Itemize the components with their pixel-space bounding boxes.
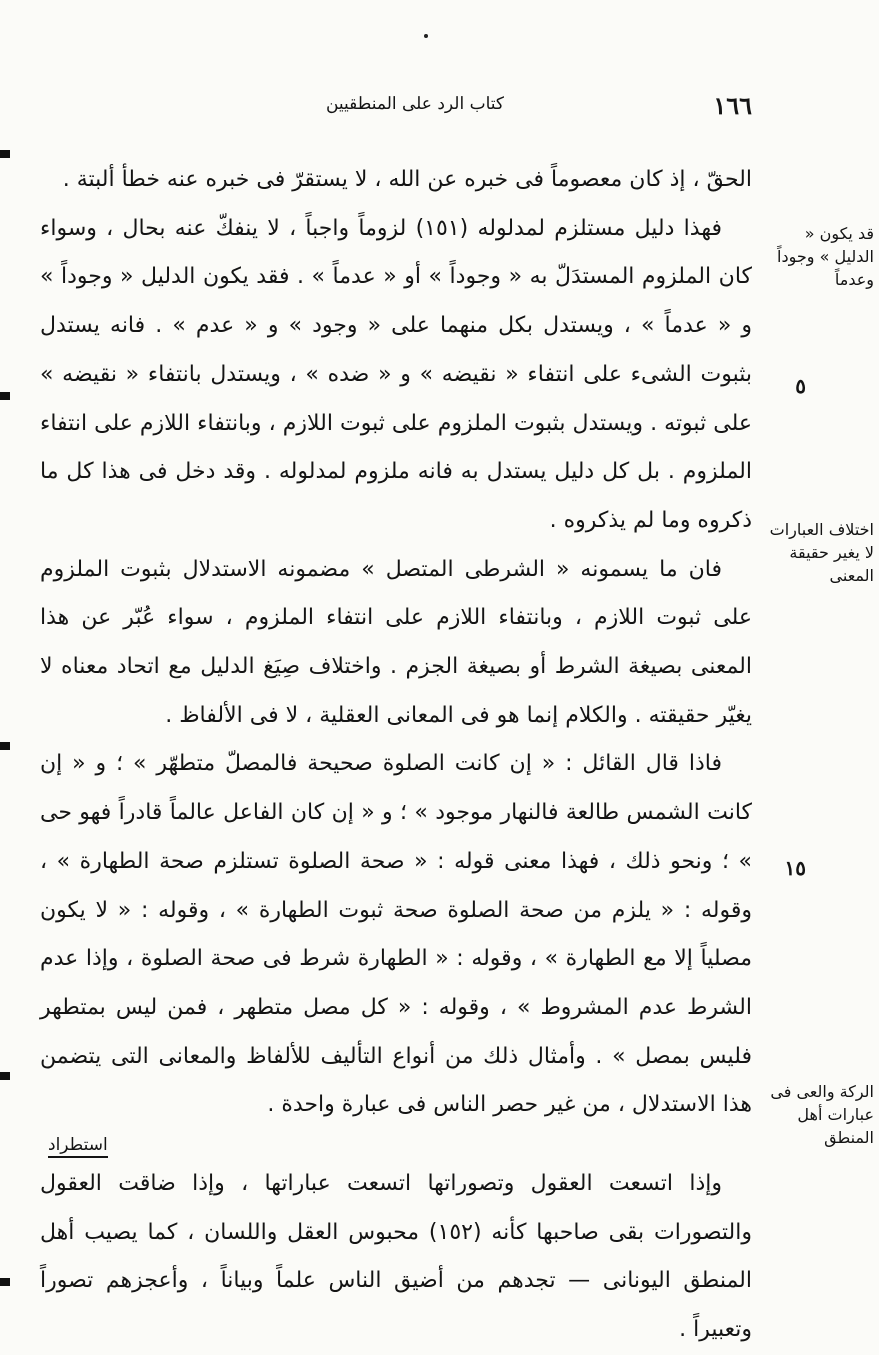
scan-edge-mark — [0, 1278, 10, 1286]
side-note-logicians: الركة والعى فى عبارات أهل المنطق — [770, 1082, 874, 1147]
paragraph-1: الحقّ ، إذ كان معصوماً فى خبره عن الله ، لا يستقرّ فى خبره عنه خطأ ألبتة . — [62, 167, 752, 192]
running-header: كتاب الرد على المنطقيين — [325, 94, 505, 114]
paragraph-3: فان ما يسمونه « الشرطى المتصل » مضمونه الاستدلال بثبوت الملزوم على ثبوت اللازم ، وبانتفاء اللازم على انتفاء الملزوم ، سواء عُبّر عن هذا المعنى بصيغة الشرط أو بصيغة الجزم . واختلاف صِيَغ الدليل مع اتحاد معناه لا يغيّر حقيقته . والكلام إنما هو فى المعانى العقلية ، لا فى الألفاظ . — [40, 556, 752, 728]
scan-edge-mark — [0, 392, 10, 400]
side-note-evidence: قد يكون « الدليل » وجوداً وعدماً — [777, 224, 874, 289]
paragraph-2: فهذا دليل مستلزم لمدلوله (١٥١) لزوماً واجباً ، لا ينفكّ عنه بحال ، وسواء كان الملزوم المستدَلّ به « وجوداً » أو « عدماً » . فقد يكون الدليل « وجوداً » و « عدماً » ، ويستدل بكل منهما على « وجود » و « عدم » . فانه يستدل بثبوت الشىء على انتفاء « نقيضه » و « ضده » ، ويستدل بانتفاء « نقيضه » على ثبوته . ويستدل بثبوت الملزوم على ثبوت اللازم ، وبانتفاء اللازم على انتفاء الملزوم . بل كل دليل يستدل به فانه ملزوم لمدلوله . وقد دخل فى هذا كل ما ذكروه وما لم يذكروه . — [40, 215, 752, 533]
scan-edge-mark — [0, 742, 10, 750]
digression-label — [40, 1130, 752, 1160]
main-text — [40, 156, 752, 1355]
page-number: ١٦٦ — [713, 91, 752, 120]
line-marker-5: ٥ — [795, 374, 806, 398]
paragraph-4: فاذا قال القائل : « إن كانت الصلوة صحيحة فالمصلّ متطهّر » ؛ و « إن كانت الشمس طالعة فالنهار موجود » ؛ و « إن كان الفاعل عالماً قادراً فهو حى » ؛ ونحو ذلك ، فهذا معنى قوله : « صحة الصلوة تستلزم صحة الطهارة » ، وقوله : « يلزم من صحة الصلوة صحة ثبوت الطهارة » ، وقوله : « لا يكون مصلياً إلا مع الطهارة » ، وقوله : « الطهارة شرط فى صحة الصلوة ، وإذا عدم الشرط عدم المشروط » ، وقوله : « كل مصل متطهر ، فمن ليس بمتطهر فليس بمصل » . وأمثال ذلك من أنواع التأليف للألفاظ والمعانى التى يتضمن هذا الاستدلال ، من غير حصر الناس فى عبارة واحدة . — [40, 751, 752, 1118]
paragraph-5: وإذا اتسعت العقول وتصوراتها اتسعت عباراتها ، وإذا ضاقت العقول والتصورات بقى صاحبها كأنه (١٥٢) محبوس العقل واللسان ، كما يصيب أهل المنطق اليونانى — تجدهم من أضيق الناس علماً وبياناً ، وأعجزهم تصوراً وتعبيراً . — [40, 1171, 752, 1343]
digression-label-text: استطراد — [48, 1135, 108, 1158]
line-marker-15: ١٥ — [784, 856, 806, 880]
scan-edge-mark — [0, 1072, 10, 1080]
side-note-expressions: اختلاف العبارات لا يغير حقيقة المعنى — [769, 520, 874, 585]
scan-edge-mark — [0, 150, 10, 158]
scan-speck — [424, 34, 428, 38]
